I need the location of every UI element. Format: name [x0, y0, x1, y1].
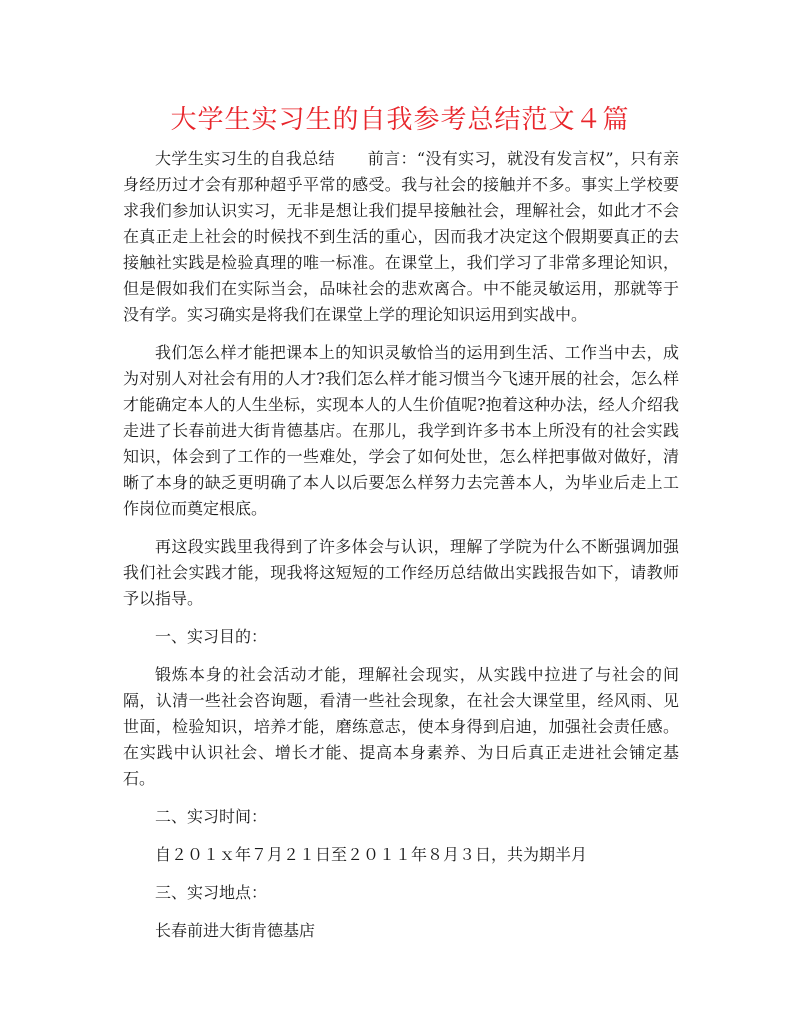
- paragraph-experience: 再这段实践里我得到了许多体会与认识，理解了学院为什么不断强调加强我们社会实践才能，现我将这短短的工作经历总结做出实践报告如下，请教师予以指导。: [123, 537, 679, 608]
- document-title: 大学生实习生的自我参考总结范文４篇: [170, 105, 630, 135]
- paragraph-location: 长春前进大街肯德基店: [155, 921, 316, 940]
- heading-location: 三、实习地点：: [155, 883, 268, 902]
- document-body: [123, 146, 679, 956]
- paragraph-intro: 大学生实习生的自我总结 前言：“没有实习，就没有发言权”，只有亲身经历过才会有那种超乎平常的感受。我与社会的接触并不多。事实上学校要求我们参加认识实习，无非是想让我们提早接触社会，理解社会，如此才不会在真正走上社会的时候找不到生活的重心，因而我才决定这个假期要真正的去接触社实践是检验真理的唯一标准。在课堂上，我们学习了非常多理论知识，但是假如我们在实际当会，品味社会的悲欢离合。中不能灵敏运用，那就等于没有学。实习确实是将我们在课堂上学的理论知识运用到实战中。: [123, 149, 679, 324]
- heading-purpose: 一、实习目的：: [155, 627, 268, 646]
- paragraph-how: 我们怎么样才能把课本上的知识灵敏恰当的运用到生活、工作当中去，成为对别人对社会有用的人才?我们怎么样才能习惯当今飞速开展的社会，怎么样才能确定本人的人生坐标，实现本人的人生价值呢?抱着这种办法，经人介绍我走进了长春前进大街肯德基店。在那儿，我学到许多书本上所没有的社会实践知识，体会到了工作的一些难处，学会了如何处世，怎么样把事做对做好，清晰了本身的缺乏更明确了本人以后要怎么样努力去完善本人，为毕业后走上工作岗位而奠定根底。: [123, 343, 679, 518]
- heading-time: 二、实习时间：: [155, 807, 268, 826]
- paragraph-purpose: 锻炼本身的社会活动才能，理解社会现实，从实践中拉进了与社会的间隔，认清一些社会咨询题，看清一些社会现象，在社会大课堂里，经风雨、见世面，检验知识，培养才能，磨练意志，使本身得到启迪，加强社会责任感。在实践中认识社会、增长才能、提高本身素养、为日后真正走进社会铺定基石。: [123, 665, 679, 788]
- paragraph-time: 自２０１ｘ年７月２１日至２０１１年８月３日，共为期半月: [155, 845, 588, 864]
